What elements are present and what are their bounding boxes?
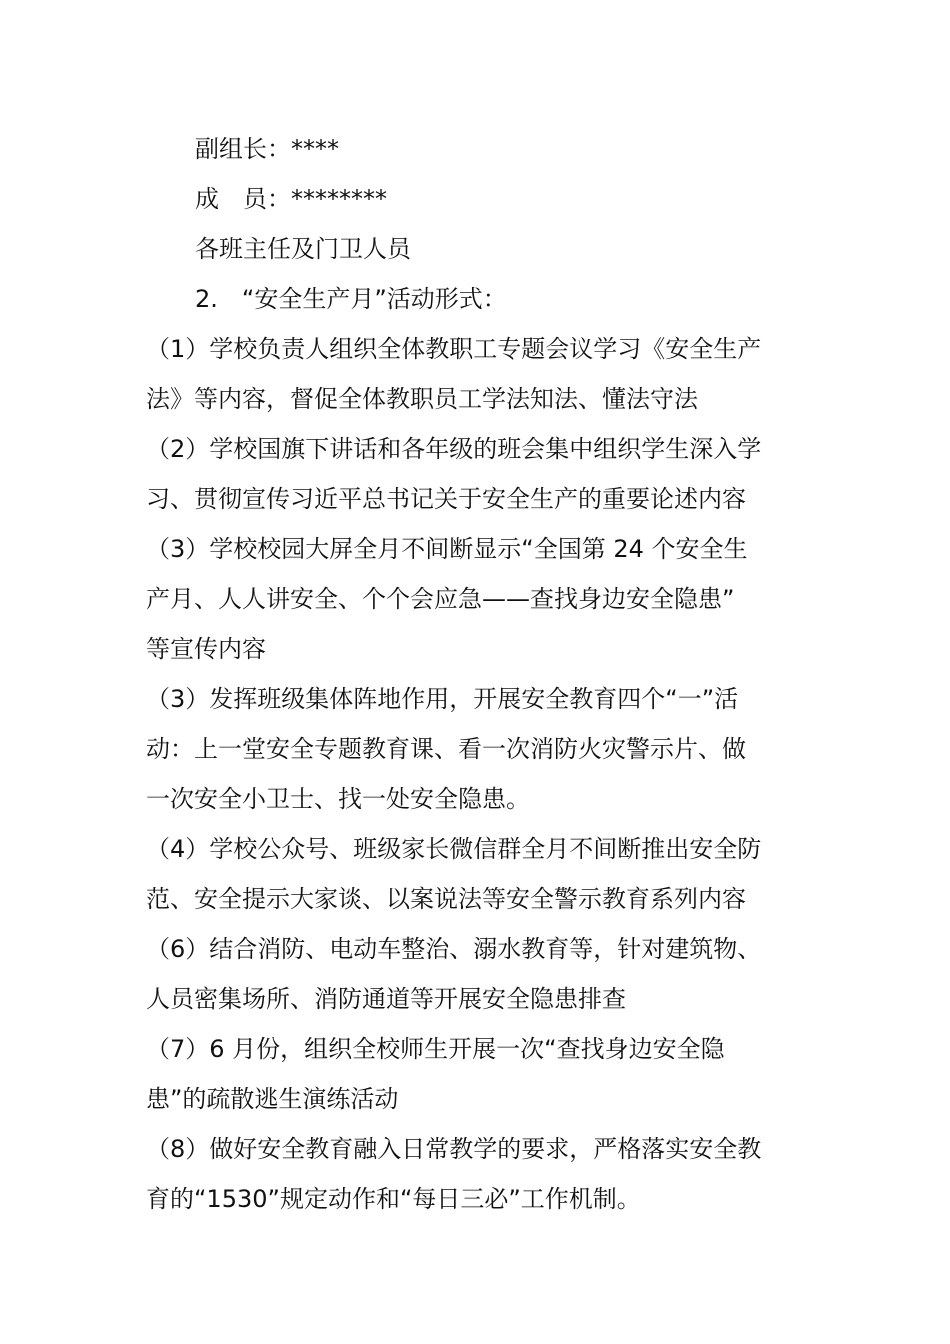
item-4-line-2: 范、安全提示大家谈、以案说法等安全警示教育系列内容 [146,885,746,913]
item-3a-line-2: 产月、人人讲安全、个个会应急——查找身边安全隐患” [146,585,735,613]
class-teachers-line: 各班主任及门卫人员 [195,235,411,263]
item-6-line-1: （6）结合消防、电动车整治、溺水教育等，针对建筑物、 [146,935,762,963]
document-body [146,124,810,1224]
vice-leader-line: 副组长：**** [195,135,339,163]
item-3b-line-1: （3）发挥班级集体阵地作用，开展安全教育四个“一”活 [146,685,739,713]
activity-forms-heading: 2. “安全生产月”活动形式： [195,285,507,313]
item-8-line-1: （8）做好安全教育融入日常教学的要求，严格落实安全教 [146,1135,762,1163]
item-7-line-1: （7）6 月份，组织全校师生开展一次“查找身边安全隐 [146,1035,725,1063]
item-3a-line-1: （3）学校校园大屏全月不间断显示“全国第 24 个安全生 [146,535,748,563]
item-2-line-2: 习、贯彻宣传习近平总书记关于安全生产的重要论述内容 [146,485,746,513]
item-4-line-1: （4）学校公众号、班级家长微信群全月不间断推出安全防 [146,835,762,863]
item-1-line-2: 法》等内容，督促全体教职员工学法知法、懂法守法 [146,385,698,413]
item-3a-line-3: 等宣传内容 [146,635,266,663]
item-3b-line-3: 一次安全小卫士、找一处安全隐患。 [146,785,530,813]
item-3b-line-2: 动：上一堂安全专题教育课、看一次消防火灾警示片、做 [146,735,746,763]
item-1-line-1: （1）学校负责人组织全体教职工专题会议学习《安全生产 [146,335,762,363]
item-6-line-2: 人员密集场所、消防通道等开展安全隐患排查 [146,985,626,1013]
members-line: 成 员：******** [195,185,387,213]
item-8-line-2: 育的“1530”规定动作和“每日三必”工作机制。 [146,1185,641,1213]
item-2-line-1: （2）学校国旗下讲话和各年级的班会集中组织学生深入学 [146,435,762,463]
item-7-line-2: 患”的疏散逃生演练活动 [146,1085,399,1113]
